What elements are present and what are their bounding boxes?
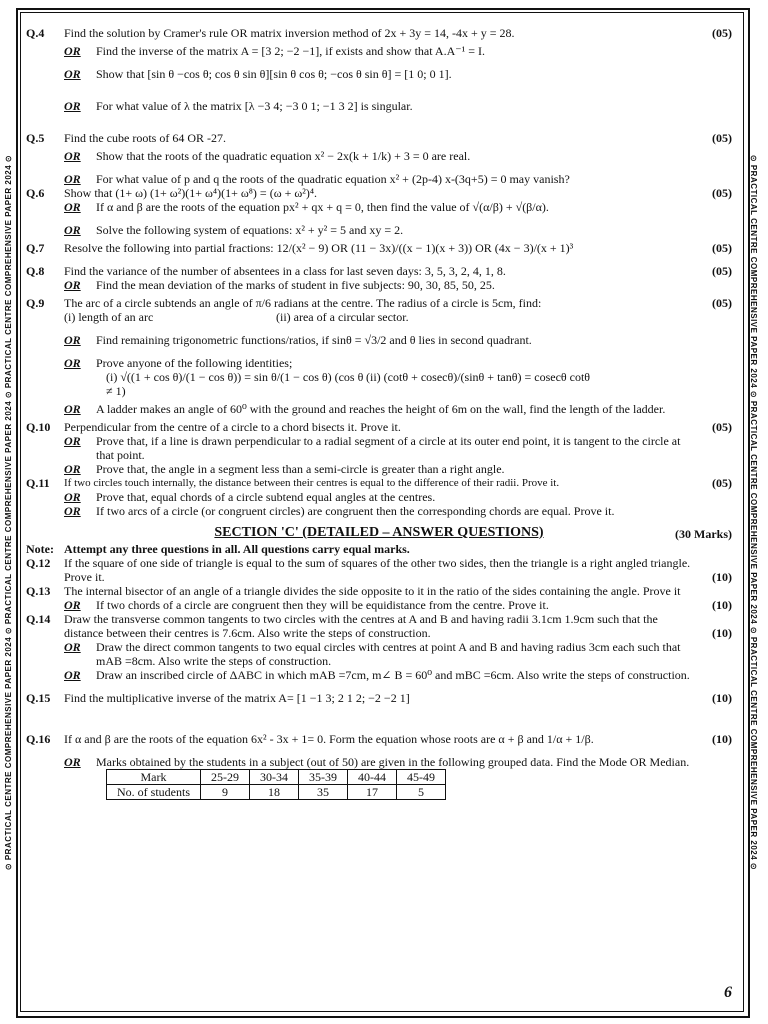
question-number: Q.8 [26,264,45,278]
question-part: (ii) area of a circular sector. [276,310,409,324]
question-marks: (05) [712,296,732,310]
or-label: OR [64,598,81,612]
table-cell: No. of students [107,785,201,800]
question-9 [26,296,732,310]
side-banner-left [1,16,17,1008]
question-text: Show that [sin θ −cos θ; cos θ sin θ][sin θ cos θ; −cos θ sin θ] = [1 0; 0 1]. [96,67,452,81]
table-cell: 35 [299,785,348,800]
identity-2: (ii) (cotθ + cosecθ)/(sinθ + tanθ) = cosecθ cotθ [366,370,591,384]
question-8-or-1 [26,278,732,292]
question-text: Find the cube roots of 64 OR -27. [64,131,226,145]
or-label: OR [64,44,81,58]
question-11-or-1 [26,490,732,504]
question-marks: (05) [712,476,732,490]
identity-1: (i) √((1 + cos θ)/(1 − cos θ)) = sin θ/(1 − cos θ) (cos θ ≠ 1) [106,370,364,398]
or-label: OR [64,67,81,81]
question-11 [26,476,732,490]
question-7 [26,241,732,255]
or-label: OR [64,356,81,370]
table-cell: 40-44 [348,770,397,785]
question-text: If two circles touch internally, the distance between their centres is equal to the difference of their radii. Prove it. [64,477,560,489]
question-10-or-2 [26,462,732,476]
or-label: OR [64,668,81,682]
or-label: OR [64,640,81,654]
question-paper [26,26,732,800]
side-banner-text: ⊙ PRACTICAL CENTRE COMPREHENSIVE PAPER 2024 ⊙ PRACTICAL CENTRE COMPREHENSIVE PAPER 2024 ⊙ PRACTICAL CENTRE COMPREHENSIVE PAPER 2024 ⊙ [4,154,14,870]
question-9-identities [106,370,732,398]
question-marks: (10) [712,598,732,612]
question-text: Draw the transverse common tangents to two circles with the centres at A and B and having radii 3.1cm 1.9cm such that the distance between their centres is 7.6cm. Also write the steps of construction. [64,612,658,640]
or-label: OR [64,149,81,163]
question-text: Find the mean deviation of the marks of student in five subjects: 90, 30, 85, 50, 25. [96,278,495,292]
or-label: OR [64,278,81,292]
table-cell: 18 [250,785,299,800]
question-14-or-2 [26,668,732,682]
question-text: Find the multiplicative inverse of the matrix A= [1 −1 3; 2 1 2; −2 −2 1] [64,691,410,705]
table-cell: 9 [201,785,250,800]
question-text: Draw an inscribed circle of ΔABC in which mAB =7cm, m∠ B = 60⁰ and mBC =6cm. Also write the steps of construction. [96,668,690,682]
note-label: Note: [26,542,54,556]
question-text: Find the solution by Cramer's rule OR matrix inversion method of 2x + 3y = 14, -4x + y = 28. [64,26,515,40]
table-cell: 17 [348,785,397,800]
question-text: If two chords of a circle are congruent then they will be equidistance from the centre. Prove it. [96,598,549,612]
section-title: SECTION 'C' (DETAILED – ANSWER QUESTIONS) [214,525,544,540]
question-10-or-1 [26,434,732,462]
question-number: Q.10 [26,420,51,434]
question-marks: (05) [712,186,732,200]
question-text: Find remaining trigonometric functions/ratios, if sinθ = √3/2 and θ lies in second quadrant. [96,333,532,347]
question-text: Prove that, the angle in a segment less than a semi-circle is greater than a right angle. [96,462,505,476]
question-text: Marks obtained by the students in a subject (out of 50) are given in the following grouped data. Find the Mode OR Median. [96,755,690,769]
question-marks: (10) [712,570,732,584]
or-label: OR [64,490,81,504]
question-marks: (05) [712,420,732,434]
question-16 [26,732,732,746]
question-text: If α and β are the roots of the equation 6x² - 3x + 1= 0. Form the equation whose roots are α + β and 1/α + 1/β. [64,732,594,746]
question-number: Q.14 [26,612,51,626]
table-cell: Mark [107,770,201,785]
question-text: For what value of p and q the roots of the quadratic equation x² + (2p-4) x-(3q+5) = 0 may vanish? [96,172,570,186]
side-banner-text: ⊙ PRACTICAL CENTRE COMPREHENSIVE PAPER 2024 ⊙ PRACTICAL CENTRE COMPREHENSIVE PAPER 2024 ⊙ PRACTICAL CENTRE COMPREHENSIVE PAPER 2024 ⊙ [749,154,759,870]
question-number: Q.12 [26,556,51,570]
section-note [26,542,732,556]
or-label: OR [64,200,81,214]
question-10 [26,420,732,434]
or-label: OR [64,333,81,347]
question-text: If two arcs of a circle (or congruent circles) are congruent then the corresponding chords are equal. Prove it. [96,504,615,518]
table-cell: 5 [397,785,446,800]
question-4-or-3 [26,99,732,113]
table-cell: 30-34 [250,770,299,785]
question-11-or-2 [26,504,732,518]
question-marks: (05) [712,264,732,278]
or-label: OR [64,434,81,448]
or-label: OR [64,504,81,518]
question-marks: (05) [712,241,732,255]
question-text: Prove that, if a line is drawn perpendicular to a radial segment of a circle at its outer end point, it is tangent to the circle at that point. [96,434,681,462]
question-text: Prove anyone of the following identities; [96,356,293,370]
question-14-or-1 [26,640,732,668]
section-marks: (30 Marks) [675,527,732,541]
or-label: OR [64,172,81,186]
question-number: Q.5 [26,131,45,145]
question-text: Resolve the following into partial fractions: 12/(x² − 9) OR (11 − 3x)/((x − 1)(x + 3)) OR (4x − 3)/(x + 1)³ [64,241,574,255]
grouped-data-table [106,769,446,800]
question-9-or-1 [26,333,732,347]
question-text: If the square of one side of triangle is equal to the sum of squares of the other two sides, then the triangle is a right angled triangle. Prove it. [64,556,691,584]
question-number: Q.11 [26,476,50,490]
question-9-or-3 [26,402,732,416]
question-number: Q.16 [26,732,51,746]
side-banner-right [746,16,762,1008]
table-row [107,785,446,800]
question-text: Draw the direct common tangents to two equal circles with centres at point A and B and having radius 3cm each such that mAB =8cm. Also write the steps of construction. [96,640,681,668]
question-marks: (10) [712,691,732,705]
or-label: OR [64,755,81,769]
question-text: Prove that, equal chords of a circle subtend equal angles at the centres. [96,490,436,504]
question-6 [26,186,732,200]
or-label: OR [64,462,81,476]
question-9-or-2 [26,356,732,370]
question-9-parts [26,310,732,324]
page-number: 6 [724,984,732,1001]
question-5-or-2 [26,172,732,186]
question-4-or-1 [26,44,732,58]
question-5 [26,131,732,145]
question-15 [26,691,732,705]
question-number: Q.4 [26,26,45,40]
question-number: Q.15 [26,691,51,705]
section-c-heading [26,526,732,540]
or-label: OR [64,402,81,416]
question-text: Find the variance of the number of absentees in a class for last seven days: 3, 5, 3, 2, 4, 1, 8. [64,264,506,278]
question-number: Q.9 [26,296,45,310]
question-number: Q.6 [26,186,45,200]
question-text: Find the inverse of the matrix A = [3 2; −2 −1], if exists and show that A.A⁻¹ = I. [96,44,485,58]
question-text: The arc of a circle subtends an angle of π/6 radians at the centre. The radius of a circle is 5cm, find: [64,296,542,310]
question-14 [26,612,732,640]
question-marks: (10) [712,626,732,640]
question-part: (i) length of an arc [64,310,154,324]
table-cell: 35-39 [299,770,348,785]
table-row [107,770,446,785]
question-4 [26,26,732,40]
question-text: Show that the roots of the quadratic equation x² − 2x(k + 1/k) + 3 = 0 are real. [96,149,471,163]
question-text: Show that (1+ ω) (1+ ω²)(1+ ω⁴)(1+ ω⁸) = (ω + ω²)⁴. [64,186,318,200]
question-text: Solve the following system of equations: x² + y² = 5 and xy = 2. [96,223,404,237]
question-12 [26,556,732,584]
question-6-or-2 [26,223,732,237]
question-text: The internal bisector of an angle of a triangle divides the side opposite to it in the ratio of the sides containing the angle. Prove it [64,584,681,598]
question-text: A ladder makes an angle of 60⁰ with the ground and reaches the height of 6m on the wall, find the length of the ladder. [96,402,666,416]
or-label: OR [64,223,81,237]
or-label: OR [64,99,81,113]
question-8 [26,264,732,278]
question-marks: (10) [712,732,732,746]
question-text: For what value of λ the matrix [λ −3 4; −3 0 1; −1 3 2] is singular. [96,99,413,113]
question-16-or-1 [26,755,732,769]
question-marks: (05) [712,26,732,40]
table-cell: 25-29 [201,770,250,785]
question-5-or-1 [26,149,732,163]
question-text: If α and β are the roots of the equation px² + qx + q = 0, then find the value of √(α/β) + √(β/α). [96,200,549,214]
question-13-or-1 [26,598,732,612]
question-6-or-1 [26,200,732,214]
table-cell: 45-49 [397,770,446,785]
question-number: Q.13 [26,584,51,598]
question-text: Perpendicular from the centre of a circle to a chord bisects it. Prove it. [64,420,401,434]
note-text: Attempt any three questions in all. All questions carry equal marks. [64,542,410,556]
question-marks: (05) [712,131,732,145]
question-4-or-2 [26,67,732,81]
question-number: Q.7 [26,241,45,255]
